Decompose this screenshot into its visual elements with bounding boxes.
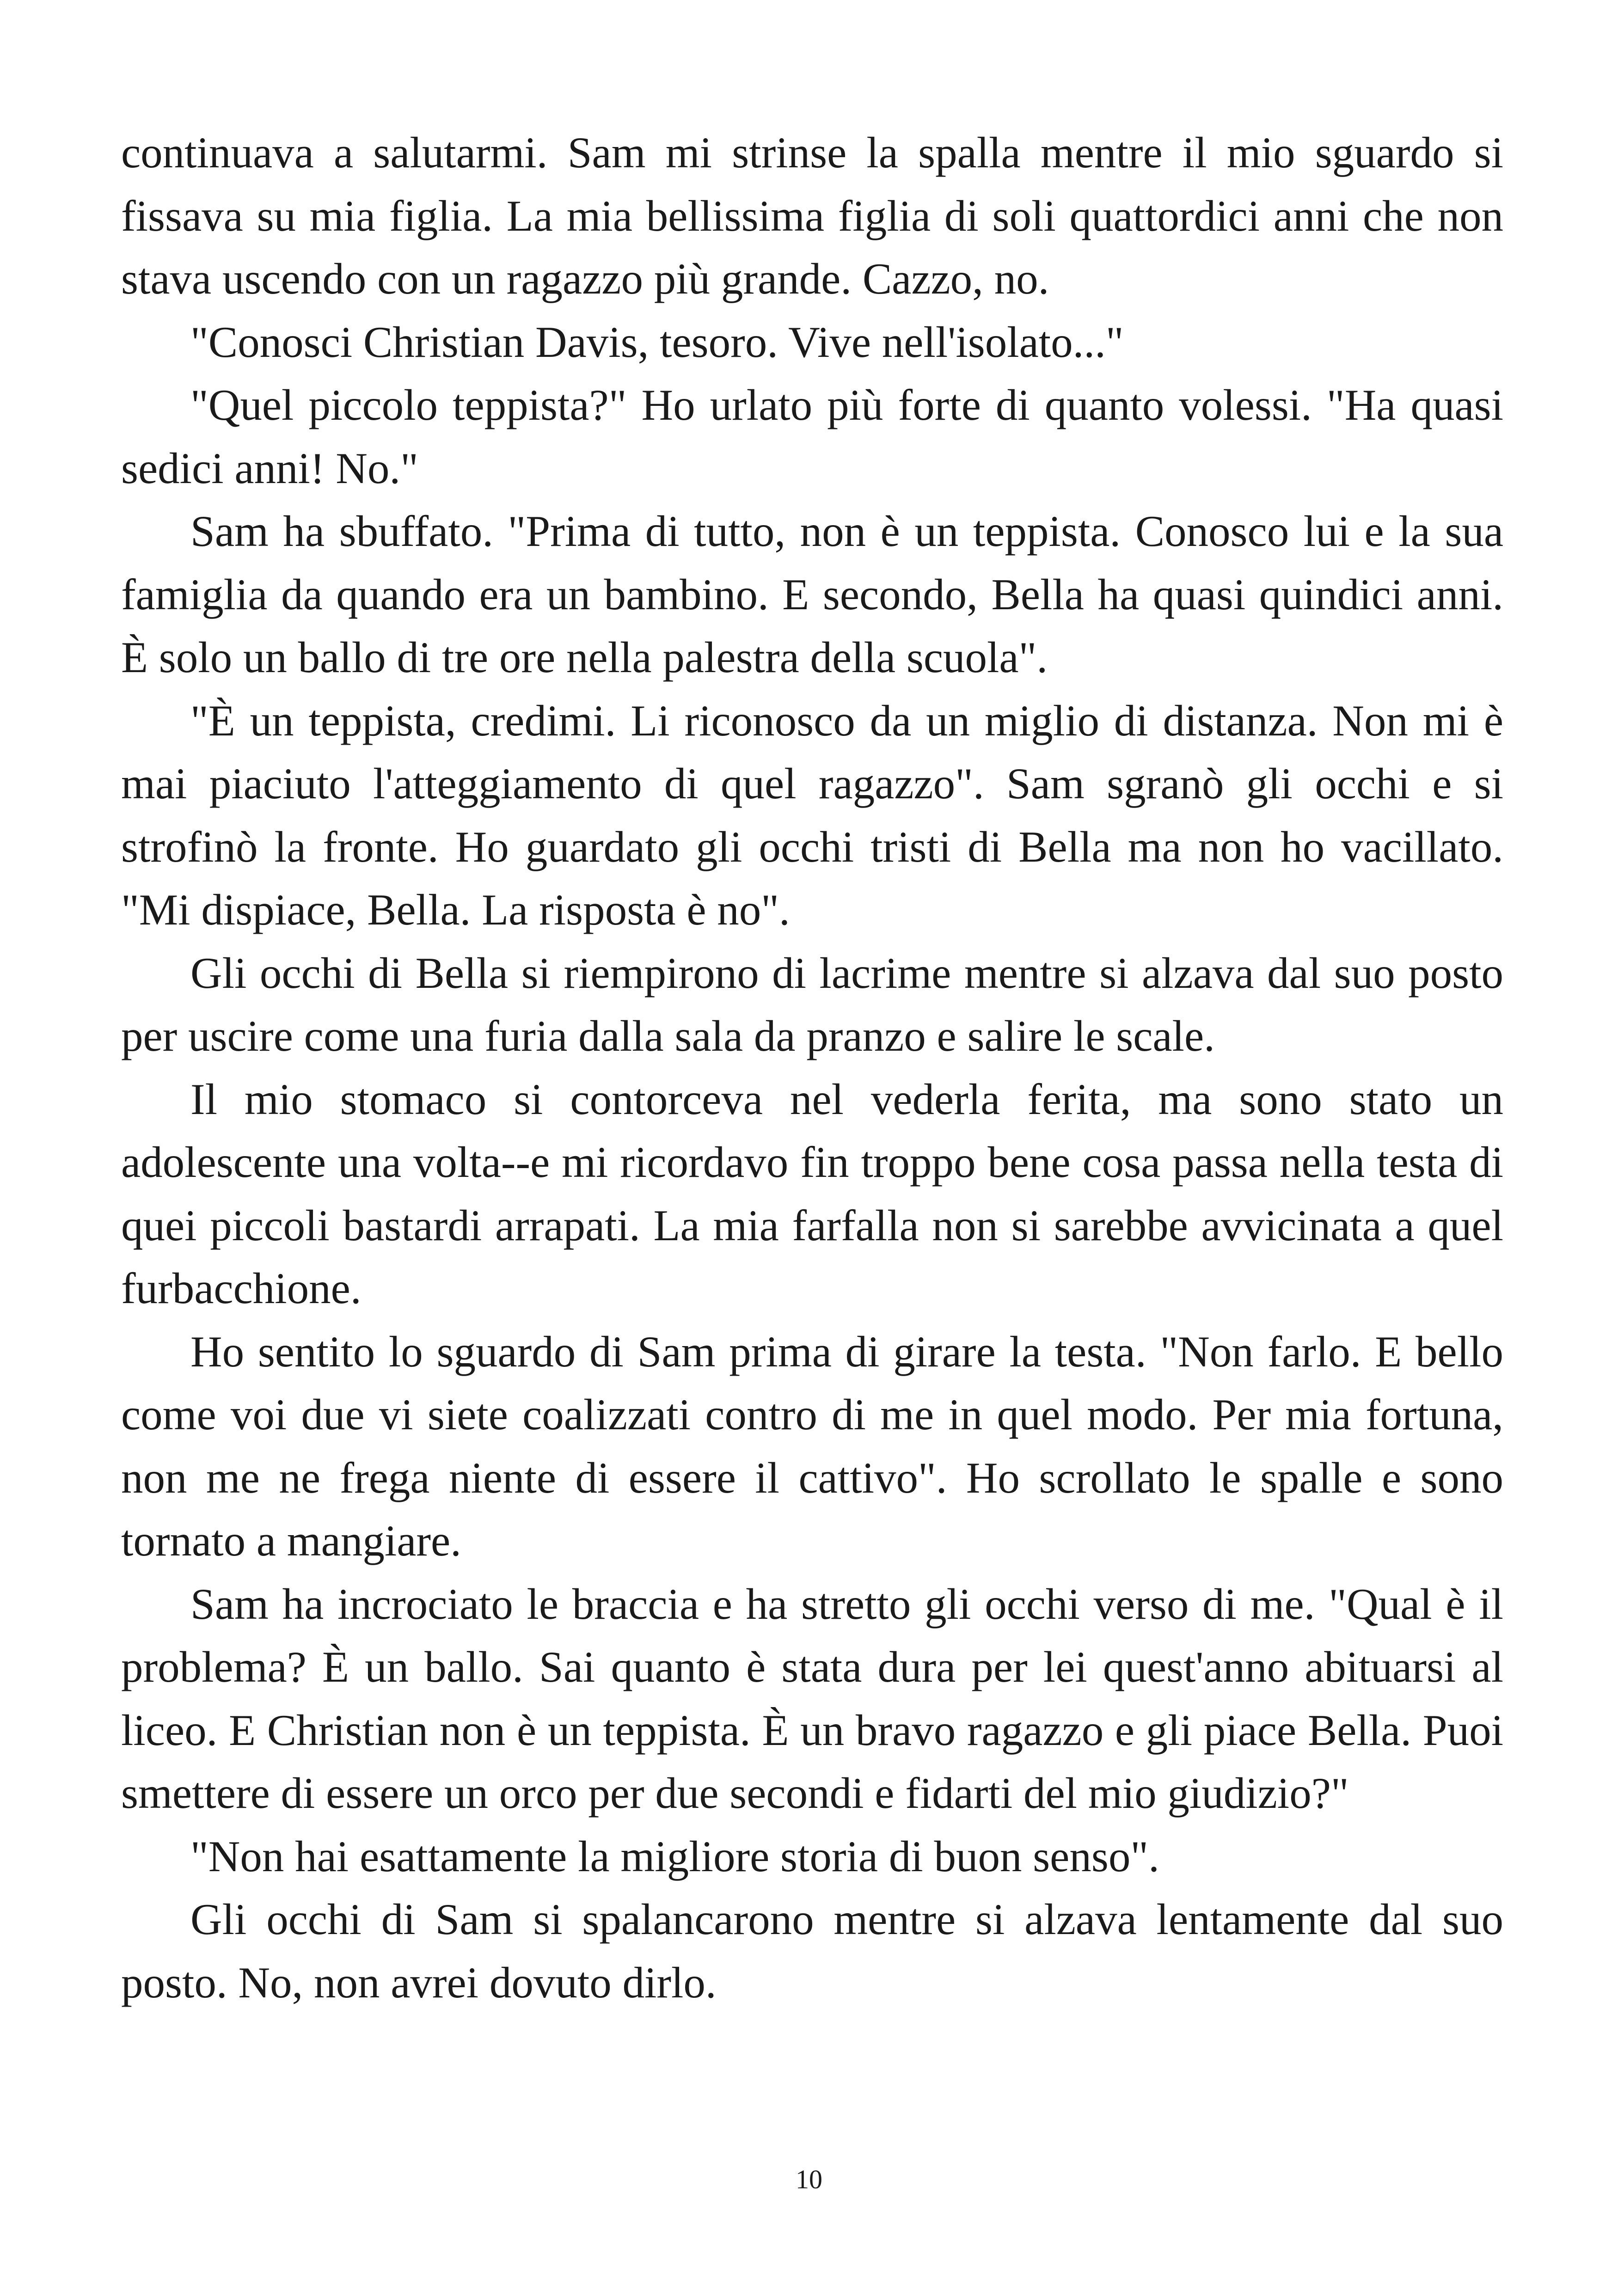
paragraph: "Quel piccolo teppista?" Ho urlato più forte di quanto volessi. "Ha quasi sedici anni! No." [121,380,1503,493]
paragraph: Gli occhi di Bella si riempirono di lacrime mentre si alzava dal suo posto per uscire come una furia dalla sala da pranzo e salire le scale. [121,948,1503,1060]
paragraph: continuava a salutarmi. Sam mi strinse la spalla mentre il mio sguardo si fissava su mia figlia. La mia bellissima figlia di soli quattordici anni che non stava uscendo con un ragazzo più grande. Cazzo, no. [121,128,1503,303]
paragraph: Il mio stomaco si contorceva nel vederla ferita, ma sono stato un adolescente una volta--e mi ricordavo fin troppo bene cosa passa nella testa di quei piccoli bastardi arrapati. La mia farfalla non si sarebbe avvicinata a quel furbacchione. [121,1074,1503,1313]
paragraph: "Non hai esattamente la migliore storia di buon senso". [190,1831,1159,1881]
paragraph: Sam ha incrociato le braccia e ha stretto gli occhi verso di me. "Qual è il problema? È un ballo. Sai quanto è stata dura per lei quest'anno abituarsi al liceo. E Christian non è un teppista. È un bravo ragazzo e gli piace Bella. Puoi smettere di essere un orco per due secondi e fidarti del mio giudizio?" [121,1579,1503,1818]
paragraph: "Conosci Christian Davis, tesoro. Vive nell'isolato..." [190,317,1124,367]
paragraph: Gli occhi di Sam si spalancarono mentre si alzava lentamente dal suo posto. No, non avrei dovuto dirlo. [121,1895,1503,2007]
paragraph: Ho sentito lo sguardo di Sam prima di girare la testa. "Non farlo. E bello come voi due vi siete coalizzati contro di me in quel modo. Per mia fortuna, non me ne frega niente di essere il cattivo". Ho scrollato le spalle e sono tornato a mangiare. [121,1327,1503,1565]
paragraph: "È un teppista, credimi. Li riconosco da un miglio di distanza. Non mi è mai piaciuto l'atteggiamento di quel ragazzo". Sam sgranò gli occhi e si strofinò la fronte. Ho guardato gli occhi tristi di Bella ma non ho vacillato. "Mi dispiace, Bella. La risposta è no". [121,696,1503,934]
paragraph: Sam ha sbuffato. "Prima di tutto, non è un teppista. Conosco lui e la sua famiglia da quando era un bambino. E secondo, Bella ha quasi quindici anni. È solo un ballo di tre ore nella palestra della scuola". [121,507,1503,682]
page-number: 10 [796,2164,822,2194]
body-text [121,121,1503,2014]
